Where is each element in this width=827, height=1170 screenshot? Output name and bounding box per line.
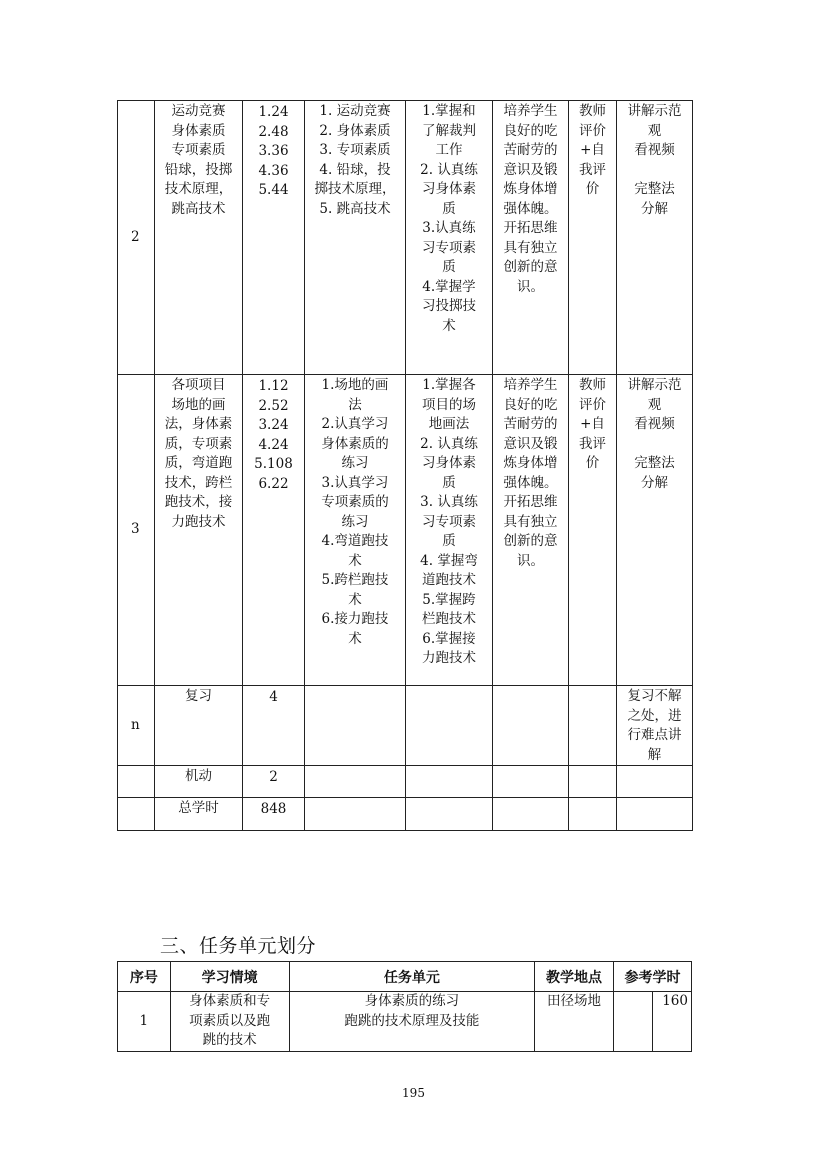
- header-hours: 参考学时: [614, 962, 692, 992]
- unit-hours-a: [614, 992, 653, 1052]
- unit-location: 田径场地: [535, 992, 614, 1052]
- unit-hours-b: 160: [653, 992, 692, 1052]
- content-cell: 机动: [155, 766, 243, 798]
- hours-cell: 4: [243, 686, 305, 766]
- header-situation: 学习情境: [170, 962, 289, 992]
- row-index: n: [118, 686, 155, 766]
- goals-cell: [406, 798, 493, 831]
- unit-situation: 身体素质和专 项素质以及跑 跳的技术: [170, 992, 289, 1052]
- table-row: [118, 798, 693, 831]
- row-index: [118, 766, 155, 798]
- row-index: 2: [118, 101, 155, 375]
- header-location: 教学地点: [535, 962, 614, 992]
- hours-cell: 1.24 2.48 3.36 4.36 5.44: [243, 101, 305, 375]
- table-row: [118, 766, 693, 798]
- method-cell: [617, 766, 693, 798]
- tasks-cell: [305, 686, 406, 766]
- task-units-table: [117, 961, 692, 1052]
- tasks-cell: [305, 798, 406, 831]
- course-schedule-table: [117, 100, 693, 831]
- evaluation-cell: [569, 766, 617, 798]
- goals-cell: 1.掌握各 项目的场 地画法 2. 认真练 习身体素 质 3. 认真练 习专项素 质 4. 掌握弯 道跑技术 5.掌握跨 栏跑技术 6.掌握接 力跑技术: [406, 375, 493, 686]
- hours-cell: 848: [243, 798, 305, 831]
- content-cell: 运动竞赛 身体素质 专项素质 铅球，投掷 技术原理， 跳高技术: [155, 101, 243, 375]
- tasks-cell: [305, 766, 406, 798]
- section-title: 三、任务单元划分: [160, 935, 317, 957]
- goals-cell: [406, 766, 493, 798]
- content-cell: 各项项目 场地的画 法，身体素 质，专项素 质，弯道跑 技术，跨栏 跑技术，接 力跑技术: [155, 375, 243, 686]
- method-cell: 复习不解 之处，进 行难点讲 解: [617, 686, 693, 766]
- row-index: 3: [118, 375, 155, 686]
- evaluation-cell: 教师 评价 +自 我评 价: [569, 375, 617, 686]
- method-cell: 讲解示范 观 看视频 完整法 分解: [617, 101, 693, 375]
- table-row: [118, 686, 693, 766]
- hours-cell: 1.12 2.52 3.24 4.24 5.108 6.22: [243, 375, 305, 686]
- evaluation-cell: [569, 686, 617, 766]
- goals-cell: 1.掌握和 了解裁判 工作 2. 认真练 习身体素 质 3.认真练 习专项素 质 4.掌握学 习投掷技 术: [406, 101, 493, 375]
- row-index: [118, 798, 155, 831]
- goals-cell: [406, 686, 493, 766]
- evaluation-cell: 教师 评价 +自 我评 价: [569, 101, 617, 375]
- quality-cell: 培养学生 良好的吃 苦耐劳的 意识及锻 炼身体增 强体魄。 开拓思维 具有独立 创新的意 识。: [493, 375, 569, 686]
- tasks-cell: 1.场地的画 法 2.认真学习 身体素质的 练习 3.认真学习 专项素质的 练习 4.弯道跑技 术 5.跨栏跑技 术 6.接力跑技 术: [305, 375, 406, 686]
- content-cell: 复习: [155, 686, 243, 766]
- table-row: [118, 101, 693, 375]
- content-cell: 总学时: [155, 798, 243, 831]
- tasks-cell: 1. 运动竞赛 2. 身体素质 3. 专项素质 4. 铅球，投 掷技术原理， 5. 跳高技术: [305, 101, 406, 375]
- method-cell: [617, 798, 693, 831]
- quality-cell: [493, 686, 569, 766]
- quality-cell: [493, 798, 569, 831]
- method-cell: 讲解示范 观 看视频 完整法 分解: [617, 375, 693, 686]
- table-row: [118, 375, 693, 686]
- table-row: [118, 992, 692, 1052]
- hours-cell: 2: [243, 766, 305, 798]
- page-number: 195: [402, 1086, 425, 1100]
- header-unit: 任务单元: [289, 962, 534, 992]
- quality-cell: 培养学生 良好的吃 苦耐劳的 意识及锻 炼身体增 强体魄。 开拓思维 具有独立 创新的意 识。: [493, 101, 569, 375]
- evaluation-cell: [569, 798, 617, 831]
- header-index: 序号: [118, 962, 171, 992]
- unit-name: 身体素质的练习 跑跳的技术原理及技能: [289, 992, 534, 1052]
- table-header-row: [118, 962, 692, 992]
- unit-index: 1: [118, 992, 171, 1052]
- quality-cell: [493, 766, 569, 798]
